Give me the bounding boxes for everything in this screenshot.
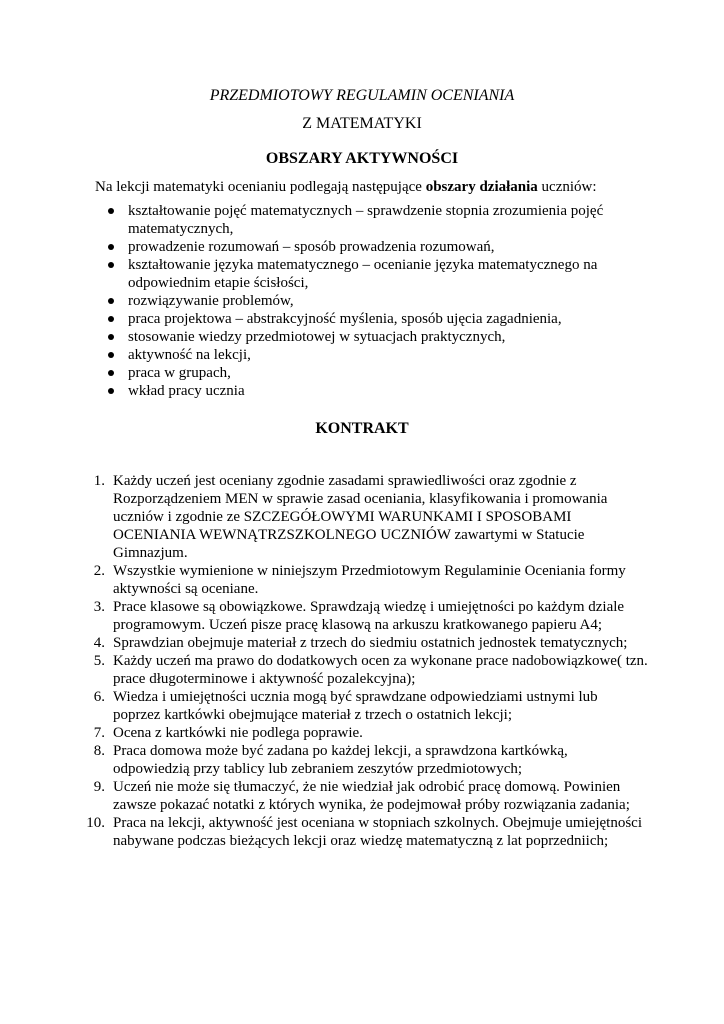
list-item [78, 562, 648, 598]
list-item [78, 742, 648, 778]
item-number: 2. [93, 563, 105, 579]
item-number: 4. [93, 635, 105, 651]
list-item: prowadzenie rozumowań – sposób prowadzenia rozumowań, [108, 238, 608, 256]
item-text: Ocena z kartkówki nie podlega poprawie. [113, 725, 363, 741]
contract-list [78, 472, 648, 850]
list-item: kształtowanie pojęć matematycznych – sprawdzenie stopnia zrozumienia pojęć matematycznych, [108, 202, 608, 238]
item-text: Każdy uczeń ma prawo do dodatkowych ocen za wykonane prace nadobowiązkowe( tzn. prace długoterminowe i aktywność pozalekcyjna); [113, 653, 648, 687]
list-item: rozwiązywanie problemów, [108, 292, 608, 310]
intro-paragraph [95, 178, 695, 196]
activity-areas-list [108, 202, 608, 400]
list-item: stosowanie wiedzy przedmiotowej w sytuacjach praktycznych, [108, 328, 608, 346]
list-item [78, 688, 648, 724]
list-item: aktywność na lekcji, [108, 346, 608, 364]
intro-text-bold: obszary działania [425, 179, 538, 195]
list-item: praca projektowa – abstrakcyjność myślenia, sposób ujęcia zagadnienia, [108, 310, 608, 328]
list-item [78, 778, 648, 814]
item-number: 9. [93, 779, 105, 795]
item-number: 8. [93, 743, 105, 759]
intro-text-end: uczniów: [537, 179, 597, 195]
section-heading-contract: KONTRAKT [315, 420, 409, 437]
list-item [78, 634, 648, 652]
item-number: 3. [93, 599, 105, 615]
item-text: Każdy uczeń jest oceniany zgodnie zasadami sprawiedliwości oraz zgodnie z Rozporządzeniem MEN w sprawie zasad oceniania, klasyfikowania i promowania uczniów i zgodnie ze SZCZEGÓŁOWYMI WARUNKAMI I SPOSOBAMI OCENIANIA WEWNĄTRZSZKOLNEGO UCZNIÓW zawartymi w Statucie Gimnazjum. [113, 473, 608, 561]
item-number: 5. [93, 653, 105, 669]
item-text: Prace klasowe są obowiązkowe. Sprawdzają wiedzę i umiejętności po każdym dziale programowym. Uczeń pisze pracę klasową na arkuszu kratkowanego papieru A4; [113, 599, 625, 633]
item-text: Wszystkie wymienione w niniejszym Przedmiotowym Regulaminie Oceniania formy aktywności są oceniane. [113, 563, 626, 597]
item-text: Sprawdzian obejmuje materiał z trzech do siedmiu ostatnich jednostek tematycznych; [113, 635, 628, 651]
intro-text-start: Na lekcji matematyki ocenianiu podlegają następujące [95, 179, 426, 195]
item-number: 1. [93, 473, 105, 489]
list-item: wkład pracy ucznia [108, 382, 608, 400]
list-item [78, 814, 648, 850]
list-item [78, 472, 648, 562]
document-title: PRZEDMIOTOWY REGULAMIN OCENIANIA [209, 87, 515, 104]
list-item [78, 652, 648, 688]
section-heading-activity-areas: OBSZARY AKTYWNOŚCI [265, 150, 459, 167]
item-text: Wiedza i umiejętności ucznia mogą być sprawdzane odpowiedziami ustnymi lub poprzez kartkówki obejmujące materiał z trzech o ostatnich lekcji; [113, 689, 598, 723]
item-text: Praca domowa może być zadana po każdej lekcji, a sprawdzona kartkówką, odpowiedzią przy tablicy lub zebraniem zeszytów przedmiotowych; [113, 743, 568, 777]
item-number: 10. [86, 815, 105, 831]
list-item: praca w grupach, [108, 364, 608, 382]
list-item: kształtowanie języka matematycznego – ocenianie języka matematycznego na odpowiednim etapie ścisłości, [108, 256, 608, 292]
list-item [78, 724, 648, 742]
document-subtitle: Z MATEMATYKI [302, 115, 422, 132]
list-item [78, 598, 648, 634]
item-text: Uczeń nie może się tłumaczyć, że nie wiedział jak odrobić pracę domową. Powinien zawsze pokazać notatki z których wynika, że podejmował próby rozwiązania zadania; [113, 779, 630, 813]
item-number: 6. [93, 689, 105, 705]
item-text: Praca na lekcji, aktywność jest oceniana w stopniach szkolnych. Obejmuje umiejętności nabywane podczas bieżących lekcji oraz wiedzę matematyczną z lat poprzedniich; [113, 815, 643, 849]
item-number: 7. [93, 725, 105, 741]
